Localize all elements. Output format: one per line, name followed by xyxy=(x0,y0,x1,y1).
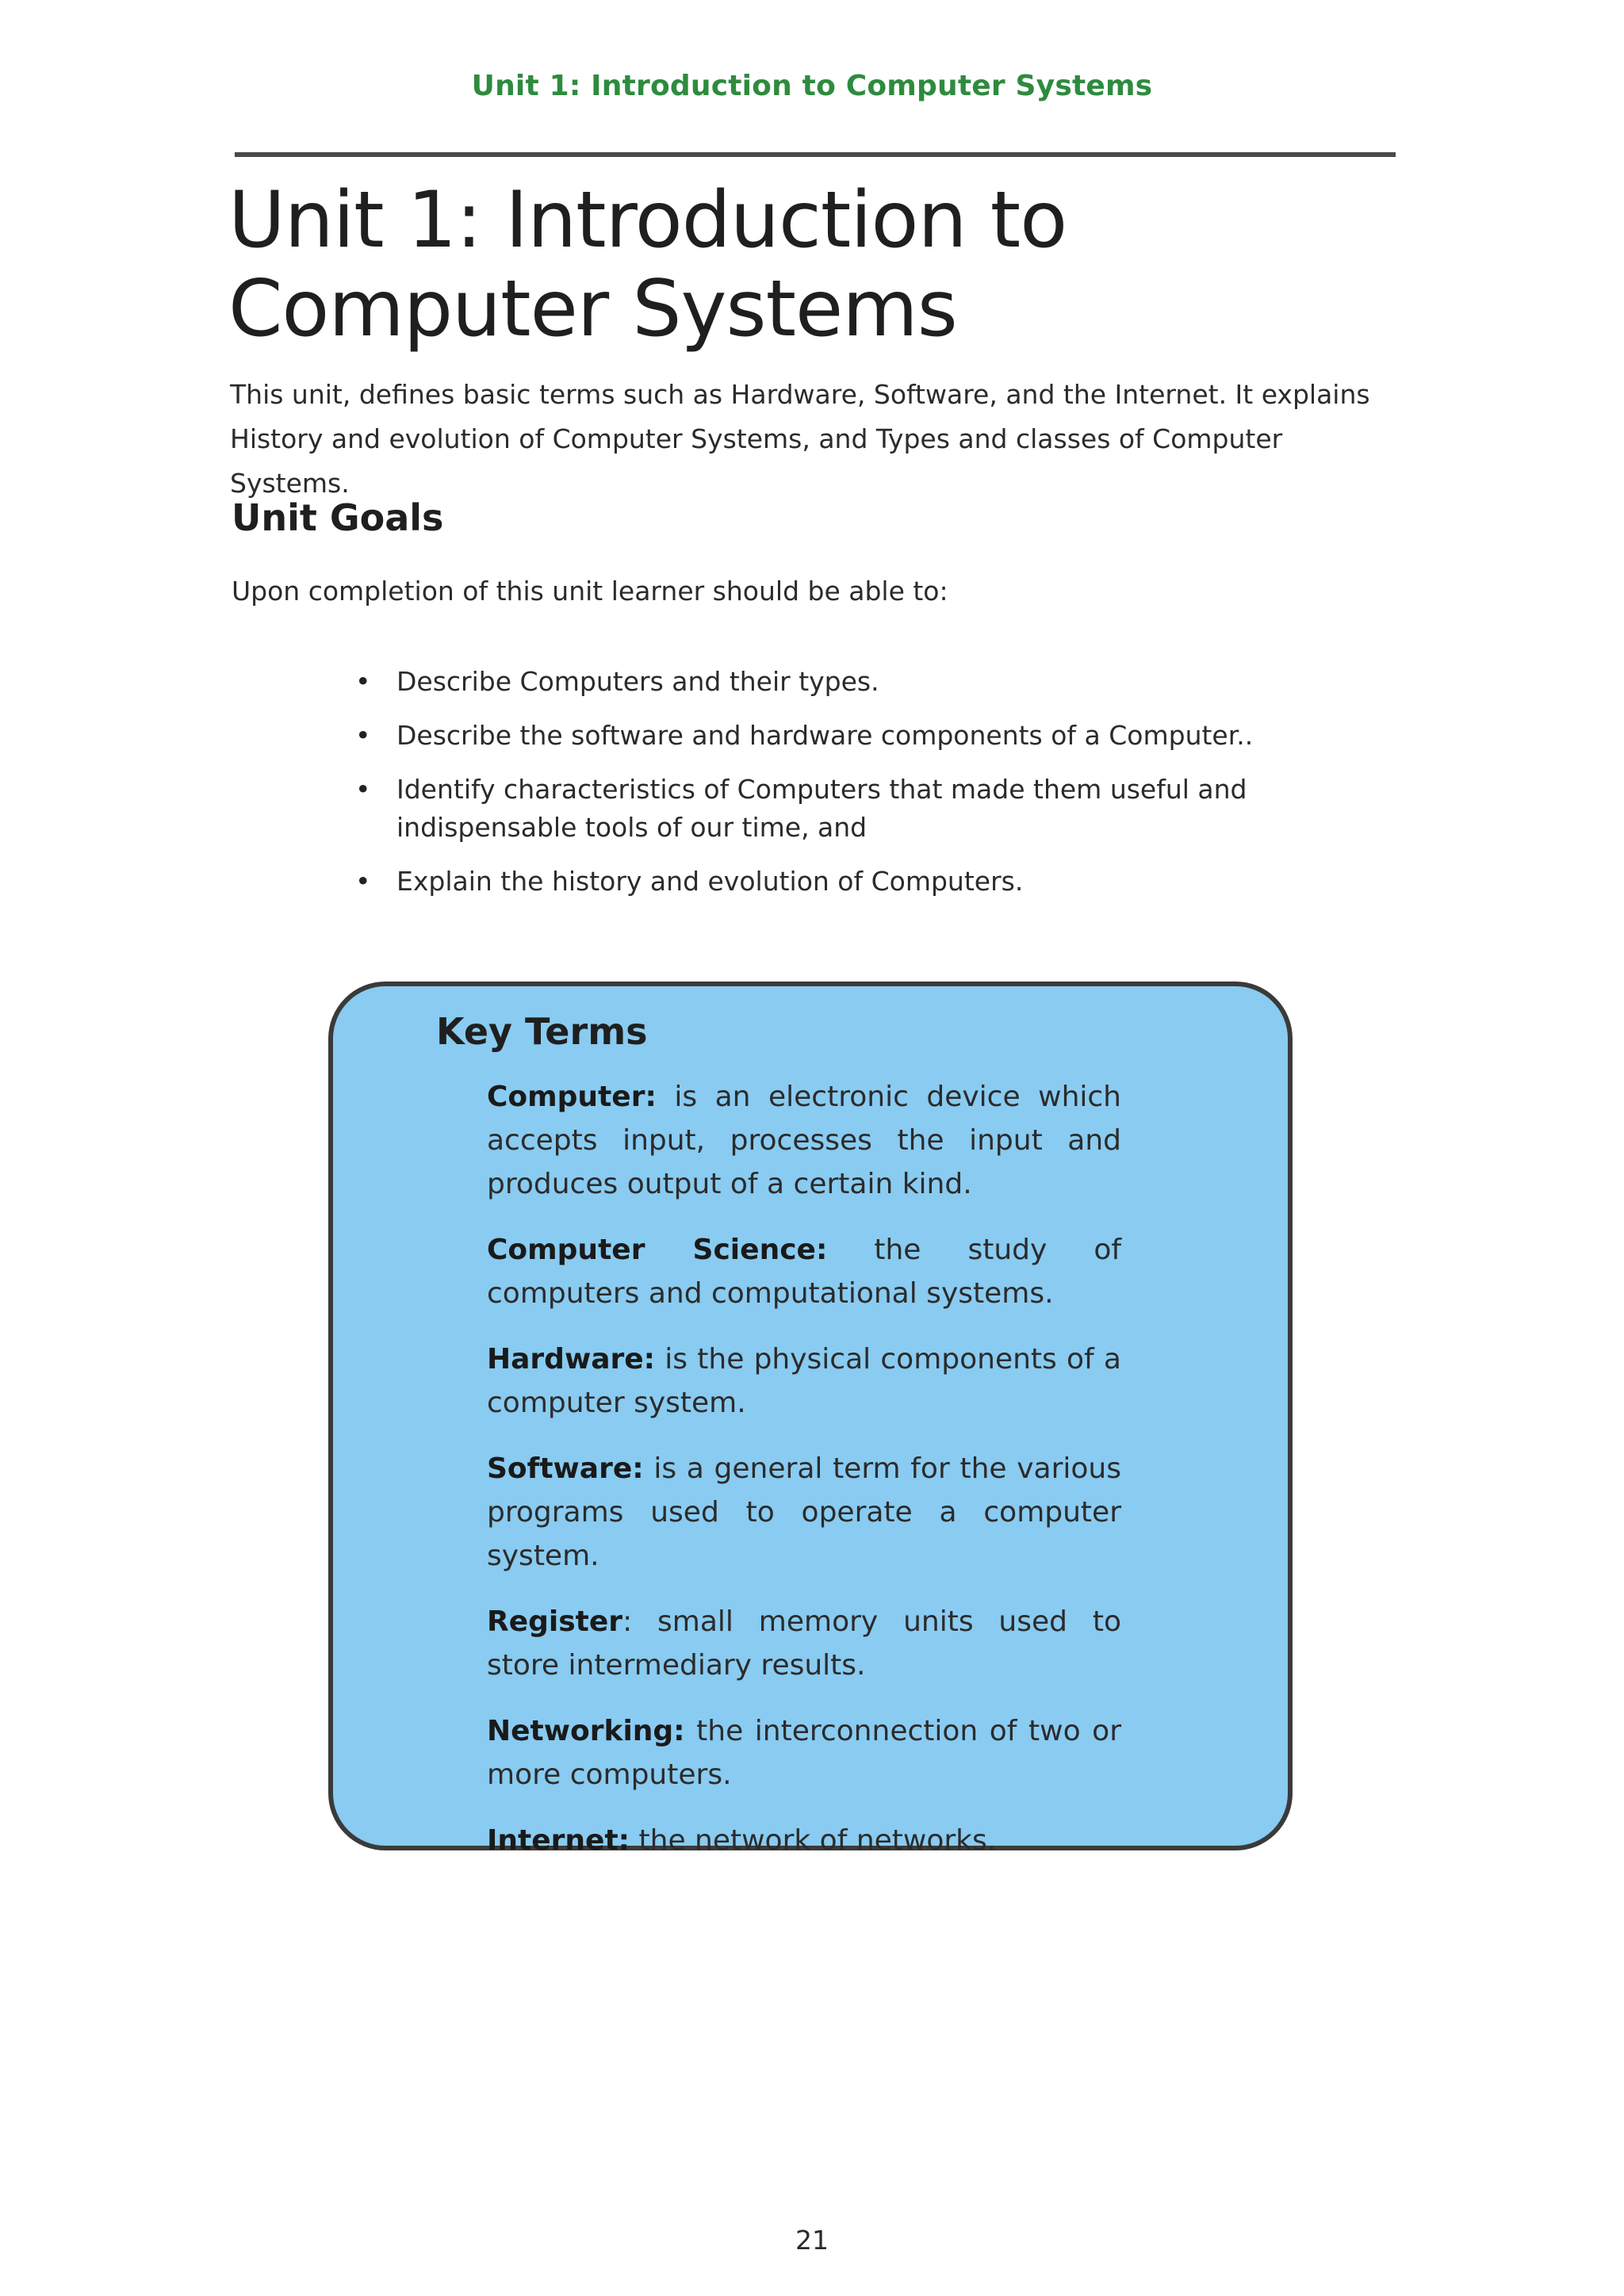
term-definition: the network of networks. xyxy=(630,1824,997,1857)
goal-text: Explain the history and evolution of Computers. xyxy=(396,866,1024,897)
header-divider xyxy=(235,152,1396,157)
term-definition: : small memory units used to store intermediary results. xyxy=(487,1605,1121,1682)
goal-text: Describe Computers and their types. xyxy=(396,666,879,697)
running-header: Unit 1: Introduction to Computer Systems xyxy=(471,70,1153,102)
page-number: 21 xyxy=(795,2225,829,2256)
key-terms-title: Key Terms xyxy=(436,1010,648,1053)
term-software xyxy=(487,1447,1121,1578)
term-name: Software: xyxy=(487,1452,644,1485)
term-name: Networking: xyxy=(487,1715,685,1747)
term-computer-science xyxy=(487,1228,1121,1315)
unit-goals-heading: Unit Goals xyxy=(232,496,444,539)
goal-text: Identify characteristics of Computers that made them useful and indispensable tools of our time, and xyxy=(396,774,1247,843)
bullet-icon: • xyxy=(355,866,371,897)
term-name: Computer: xyxy=(487,1081,657,1113)
goal-text: Describe the software and hardware components of a Computer.. xyxy=(396,720,1254,751)
key-terms-list xyxy=(487,1075,1121,1885)
term-name: Computer Science: xyxy=(487,1234,828,1266)
goal-item xyxy=(349,771,1380,847)
term-definition: the interconnection of two or more computers. xyxy=(487,1715,1121,1791)
term-networking xyxy=(487,1709,1121,1797)
goals-list xyxy=(349,663,1380,916)
goal-item xyxy=(349,663,1380,701)
goal-item xyxy=(349,863,1380,901)
term-hardware xyxy=(487,1337,1121,1425)
term-definition: is a general term for the various programs used to operate a computer system. xyxy=(487,1452,1121,1572)
term-name: Hardware: xyxy=(487,1343,656,1376)
term-internet xyxy=(487,1819,1121,1862)
page-title: Unit 1: Introduction to Computer Systems xyxy=(228,175,1067,354)
term-definition: is an electronic device which accepts input, processes the input and produces output of a certain kind. xyxy=(487,1081,1121,1200)
unit-intro: This unit, defines basic terms such as Hardware, Software, and the Internet. It explains History and evolution of Computer Systems, and Types and classes of Computer Systems. xyxy=(230,379,1370,499)
term-computer xyxy=(487,1075,1121,1206)
key-terms-box xyxy=(328,982,1293,1857)
term-name: Internet: xyxy=(487,1824,630,1857)
bullet-icon: • xyxy=(355,666,371,697)
bullet-icon: • xyxy=(355,774,371,805)
term-definition: the study of computers and computational systems. xyxy=(487,1234,1122,1310)
goals-lead: Upon completion of this unit learner should be able to: xyxy=(232,576,948,607)
term-name: Register xyxy=(487,1605,623,1638)
bullet-icon: • xyxy=(355,720,371,751)
term-register xyxy=(487,1600,1121,1687)
goal-item xyxy=(349,717,1380,755)
term-definition: is the physical components of a computer system. xyxy=(487,1343,1121,1419)
